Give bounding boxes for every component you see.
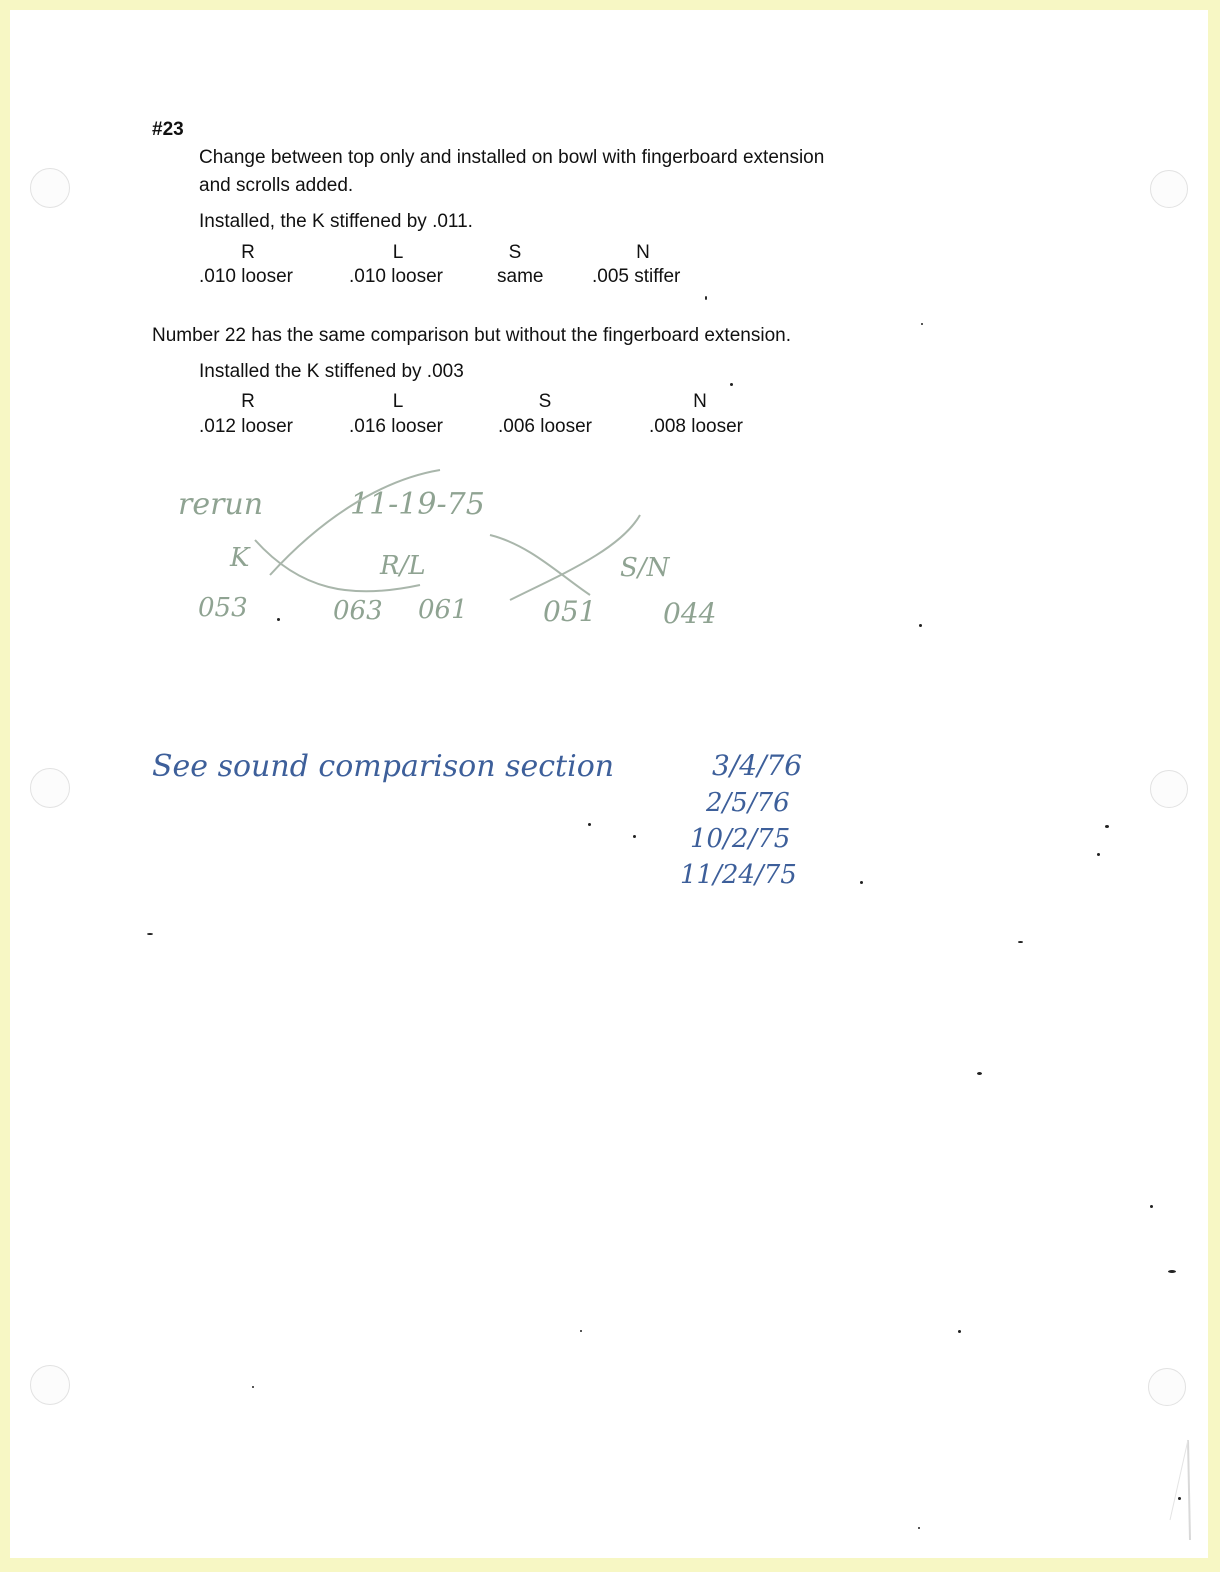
installed-note-1: Installed, the K stiffened by .011. — [199, 211, 473, 232]
col-head-l-1: L — [392, 242, 404, 263]
col-value-r-1: .010 looser — [199, 266, 294, 287]
binder-hole-right-mid — [1150, 770, 1188, 808]
installed-note-2: Installed the K stiffened by .003 — [199, 361, 464, 382]
description-line-1: Change between top only and installed on bowl with fingerboard extension — [199, 147, 825, 168]
scan-speck — [1168, 1270, 1176, 1273]
scan-speck — [977, 1072, 982, 1075]
scan-speck — [1105, 825, 1109, 828]
scan-speck — [918, 1527, 920, 1529]
handwritten-note-date-1: 3/4/76 — [712, 749, 803, 782]
scan-speck — [705, 296, 707, 300]
binder-hole-left-mid — [30, 768, 70, 808]
handwritten-val-k: 053 — [198, 593, 248, 623]
col-value-n-2: .008 looser — [649, 416, 744, 437]
handwritten-col-rl: R/L — [380, 551, 426, 581]
col-value-s-1: same — [497, 266, 544, 287]
scan-speck — [588, 823, 591, 826]
section-2-intro: Number 22 has the same comparison but without the fingerboard extension. — [152, 325, 791, 346]
scan-speck — [1150, 1205, 1153, 1208]
scan-speck — [730, 383, 733, 386]
col-value-l-1: .010 looser — [349, 266, 444, 287]
scan-speck — [919, 624, 922, 627]
description-line-2: and scrolls added. — [199, 175, 354, 196]
col-value-l-2: .016 looser — [349, 416, 444, 437]
handwritten-val-r: 063 — [333, 596, 383, 626]
binder-hole-right-top — [1150, 170, 1188, 208]
binder-hole-left-top — [30, 168, 70, 208]
handwritten-val-s: 051 — [543, 595, 597, 628]
scan-speck — [958, 1330, 961, 1333]
scan-speck — [277, 618, 280, 621]
col-head-n-1: N — [636, 242, 650, 263]
handwritten-col-sn: S/N — [620, 553, 670, 583]
handwritten-note-date-4: 11/24/75 — [680, 860, 797, 890]
col-head-n-2: N — [693, 391, 707, 412]
handwritten-rerun-label: rerun — [178, 487, 264, 522]
col-head-s-2: S — [538, 391, 552, 412]
handwritten-val-l: 061 — [418, 595, 468, 625]
document-page — [10, 10, 1208, 1558]
binder-hole-right-bottom — [1148, 1368, 1186, 1406]
scan-speck — [147, 933, 153, 935]
scan-speck — [252, 1386, 254, 1388]
handwritten-note-date-3: 10/2/75 — [690, 824, 791, 854]
col-head-r-2: R — [241, 391, 255, 412]
col-head-s-1: S — [508, 242, 522, 263]
scan-speck — [1178, 1497, 1181, 1500]
scan-speck — [580, 1330, 582, 1332]
col-head-r-1: R — [241, 242, 255, 263]
col-head-l-2: L — [392, 391, 404, 412]
binder-hole-left-bottom — [30, 1365, 70, 1405]
page-heading: #23 — [152, 119, 184, 140]
handwritten-rerun-date: 11-19-75 — [350, 487, 485, 522]
scan-speck — [1018, 941, 1023, 943]
handwritten-val-n: 044 — [663, 597, 717, 630]
handwritten-note-date-2: 2/5/76 — [706, 788, 790, 818]
col-value-r-2: .012 looser — [199, 416, 294, 437]
scan-speck — [860, 881, 863, 884]
col-value-s-2: .006 looser — [498, 416, 593, 437]
scan-speck — [921, 323, 923, 325]
scan-speck — [1097, 853, 1100, 856]
handwritten-note-text: See sound comparison section — [152, 749, 615, 784]
scan-speck — [633, 835, 636, 838]
col-value-n-1: .005 stiffer — [592, 266, 681, 287]
handwritten-col-k: K — [230, 543, 250, 573]
